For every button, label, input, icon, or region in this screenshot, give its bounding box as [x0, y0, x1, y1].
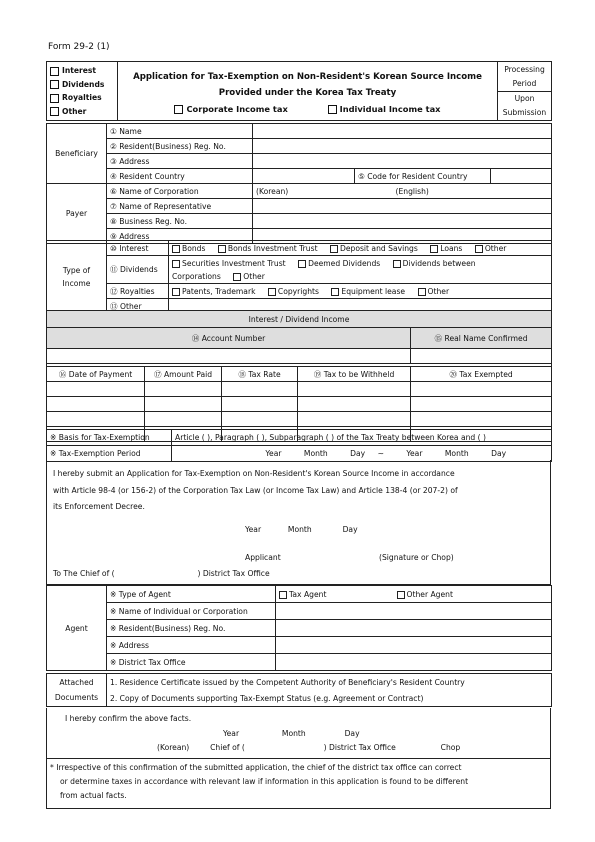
corporate-option: Corporate Income tax [186, 103, 288, 114]
title-line-1: Application for Tax-Exemption on Non-Resident's Korean Source Income [133, 71, 482, 82]
checkbox[interactable] [172, 288, 180, 296]
processing-label: Processing [498, 62, 552, 77]
option-dividends-between: Dividends between [402, 258, 476, 268]
confirmation-month: Month [281, 729, 306, 738]
option-equipment-lease: Equipment lease [341, 286, 406, 296]
declaration-year: Year [245, 525, 262, 534]
checkbox[interactable] [330, 245, 338, 253]
declaration-line-1: I hereby submit an Application for Tax-Exemption on Non-Resident's Korean Source Income in accordance [53, 469, 455, 478]
checkbox[interactable] [393, 260, 401, 268]
option-bonds-investment-trust: Bonds Investment Trust [227, 243, 318, 253]
agent-district-field[interactable] [276, 654, 552, 671]
individual-option: Individual Income tax [339, 103, 441, 114]
attached-label-1: Attached [59, 678, 94, 687]
declaration-day: Day [342, 525, 358, 534]
confirmation-korean: (Korean) [157, 743, 190, 752]
checkbox[interactable] [50, 67, 59, 76]
english-label: (English) [395, 186, 429, 196]
header-table [46, 61, 552, 121]
income-type-section-label [47, 241, 107, 314]
checkbox[interactable] [475, 245, 483, 253]
period-day-2: Day [491, 449, 507, 458]
agent-type-other [394, 586, 552, 603]
table-row [47, 412, 552, 427]
title-line-2: Provided under the Korea Tax Treaty [218, 87, 397, 98]
district-office-label: ) District Tax Office [197, 569, 270, 578]
option-other: Other [427, 286, 450, 296]
form-title [118, 62, 498, 121]
confirmation-year: Year [223, 729, 240, 738]
other-agent-option: Other Agent [406, 589, 453, 599]
confirmation-district: ) District Tax Office [323, 743, 396, 752]
agent-address-field[interactable] [276, 637, 552, 654]
period-month-2: Month [444, 449, 469, 458]
confirmation-day: Day [344, 729, 360, 738]
agent-table [46, 585, 552, 671]
checkbox[interactable] [50, 80, 59, 89]
income-type-label-1: Type of [62, 266, 91, 275]
amount-paid-header: ⑰ Amount Paid [145, 367, 222, 382]
declaration-box [46, 460, 551, 585]
payer-corporation-korean[interactable] [253, 184, 355, 199]
income-type-table [46, 240, 552, 314]
table-row [47, 382, 552, 397]
beneficiary-reg-no-field[interactable] [253, 139, 552, 154]
checkbox[interactable] [331, 288, 339, 296]
agent-district-label: ※ District Tax Office [107, 654, 276, 671]
payer-representative-field[interactable] [253, 199, 552, 214]
option-copyrights: Copyrights [277, 286, 319, 296]
table-row [47, 397, 552, 412]
income-type-interest: Interest [62, 66, 97, 75]
attached-label-2: Documents [54, 693, 99, 702]
income-type-checklist [47, 62, 118, 121]
form-number: Form 29-2 (1) [48, 42, 110, 52]
processing-value: Upon [498, 91, 552, 106]
option-other: Other [243, 271, 265, 281]
korean-label: (Korean) [256, 186, 289, 196]
tax-agent-checkbox[interactable] [279, 591, 287, 599]
interest-dividend-title: Interest / Dividend Income [47, 311, 552, 328]
option-deemed-dividends: Deemed Dividends [308, 258, 381, 268]
payer-corporation-english[interactable] [355, 184, 552, 199]
declaration-line-3: its Enforcement Decree. [53, 502, 145, 511]
beneficiary-country-label: ④ Resident Country [107, 169, 253, 184]
royalty-options [169, 284, 552, 299]
period-month: Month [303, 449, 328, 458]
agent-address-label: ※ Address [107, 637, 276, 654]
option-loans: Loans [440, 243, 463, 253]
parties-table [46, 123, 552, 244]
interest-options [169, 241, 552, 256]
note-line-2: or determine taxes in accordance with relevant law if information in this application is found to be different [60, 777, 469, 786]
option-deposit-savings: Deposit and Savings [339, 243, 418, 253]
attached-label [47, 674, 107, 707]
corporate-checkbox[interactable] [174, 105, 183, 114]
checkbox[interactable] [430, 245, 438, 253]
period-year-2: Year [406, 449, 423, 458]
agent-type-tax [276, 586, 394, 603]
other-agent-checkbox[interactable] [397, 591, 405, 599]
agent-reg-no-field[interactable] [276, 620, 552, 637]
real-name-field[interactable] [411, 349, 552, 364]
note-box [46, 758, 551, 809]
beneficiary-name-label: ① Name [107, 124, 253, 139]
income-type-royalties: Royalties [62, 93, 102, 102]
payer-section-label: Payer [47, 184, 107, 244]
agent-type-label: ※ Type of Agent [107, 586, 276, 603]
confirmation-chief-of: Chief of ( [210, 743, 245, 752]
dividend-options [169, 256, 552, 284]
agent-name-field[interactable] [276, 603, 552, 620]
period-year: Year [265, 449, 282, 458]
payer-corporation-label: ⑥ Name of Corporation [107, 184, 253, 199]
dividends-label: ⑪ Dividends [107, 256, 169, 284]
confirmation-chop: Chop [440, 743, 461, 752]
checkbox[interactable] [172, 260, 180, 268]
beneficiary-country-field[interactable] [253, 169, 355, 184]
beneficiary-section-label: Beneficiary [47, 124, 107, 184]
period-day: Day [350, 449, 366, 458]
tax-withheld-header: ⑲ Tax to be Withheld [298, 367, 411, 382]
to-chief-label: To The Chief of ( [53, 569, 115, 578]
income-type-label-2: Income [62, 279, 91, 288]
agent-reg-no-label: ※ Resident(Business) Reg. No. [107, 620, 276, 637]
note-line-1: * Irrespective of this confirmation of the submitted application, the chief of the district tax office can correct [50, 763, 462, 772]
interest-label: ⑩ Interest [107, 241, 169, 256]
declaration-month: Month [287, 525, 312, 534]
period-label: ※ Tax-Exemption Period [47, 446, 172, 462]
confirmation-text: I hereby confirm the above facts. [65, 714, 192, 723]
option-bonds: Bonds [182, 243, 206, 253]
beneficiary-address-field[interactable] [253, 154, 552, 169]
individual-checkbox[interactable] [328, 105, 337, 114]
account-number-header: ⑭ Account Number [47, 328, 411, 349]
processing-label-2: Period [498, 76, 552, 91]
tax-agent-option: Tax Agent [289, 589, 327, 599]
checkbox[interactable] [268, 288, 276, 296]
option-corporations: Corporations [172, 271, 221, 281]
royalties-label: ⑫ Royalties [107, 284, 169, 299]
option-securities-investment-trust: Securities Investment Trust [182, 258, 286, 268]
basis-label: ※ Basis for Tax-Exemption [47, 430, 172, 446]
other-income-label: ⑬ Other [107, 299, 169, 314]
checkbox[interactable] [418, 288, 426, 296]
checkbox[interactable] [50, 107, 59, 116]
payer-business-reg-label: ⑧ Business Reg. No. [107, 214, 253, 229]
interest-dividend-table [46, 310, 552, 442]
note-line-3: from actual facts. [60, 791, 127, 800]
period-tilde: ~ [377, 449, 384, 458]
agent-section-label: Agent [47, 586, 107, 671]
payer-address-label: ⑨ Address [107, 229, 253, 244]
checkbox[interactable] [172, 245, 180, 253]
option-patents-trademark: Patents, Trademark [182, 286, 256, 296]
date-of-payment-header: ⑯ Date of Payment [47, 367, 145, 382]
attached-table [46, 673, 552, 707]
beneficiary-address-label: ③ Address [107, 154, 253, 169]
basis-text[interactable]: Article ( ), Paragraph ( ), Subparagraph ( ) of the Tax Treaty between Korea and ( ) [172, 430, 552, 446]
signature-label: (Signature or Chop) [379, 553, 454, 562]
payer-business-reg-field[interactable] [253, 214, 552, 229]
checkbox[interactable] [50, 94, 59, 103]
processing-value-2: Submission [498, 106, 552, 121]
attached-doc-1: 1. Residence Certificate issued by the Competent Authority of Beneficiary's Resident Country [107, 674, 552, 691]
beneficiary-reg-no-label: ② Resident(Business) Reg. No. [107, 139, 253, 154]
confirmation-box [46, 708, 551, 759]
account-number-field[interactable] [47, 349, 411, 364]
option-other: Other [484, 243, 507, 253]
payer-representative-label: ⑦ Name of Representative [107, 199, 253, 214]
declaration-line-2: with Article 98-4 (or 156-2) of the Corporation Tax Law (or Income Tax Law) and Article 138-4 (or 207-2) of [53, 485, 458, 495]
checkbox[interactable] [233, 273, 241, 281]
real-name-header: ⑮ Real Name Confirmed [411, 328, 552, 349]
income-type-other: Other [62, 106, 87, 116]
beneficiary-name-field[interactable] [253, 124, 552, 139]
checkbox[interactable] [298, 260, 306, 268]
tax-rate-header: ⑱ Tax Rate [222, 367, 298, 382]
attached-doc-2: 2. Copy of Documents supporting Tax-Exempt Status (e.g. Agreement or Contract) [107, 690, 552, 707]
applicant-label: Applicant [245, 553, 281, 562]
country-code-label: ⑤ Code for Resident Country [355, 169, 491, 184]
tax-exempted-header: ⑳ Tax Exempted [411, 367, 552, 382]
basis-table [46, 429, 552, 462]
checkbox[interactable] [218, 245, 226, 253]
income-type-dividends: Dividends [62, 79, 105, 89]
country-code-field[interactable] [491, 169, 552, 184]
agent-name-label: ※ Name of Individual or Corporation [107, 603, 276, 620]
